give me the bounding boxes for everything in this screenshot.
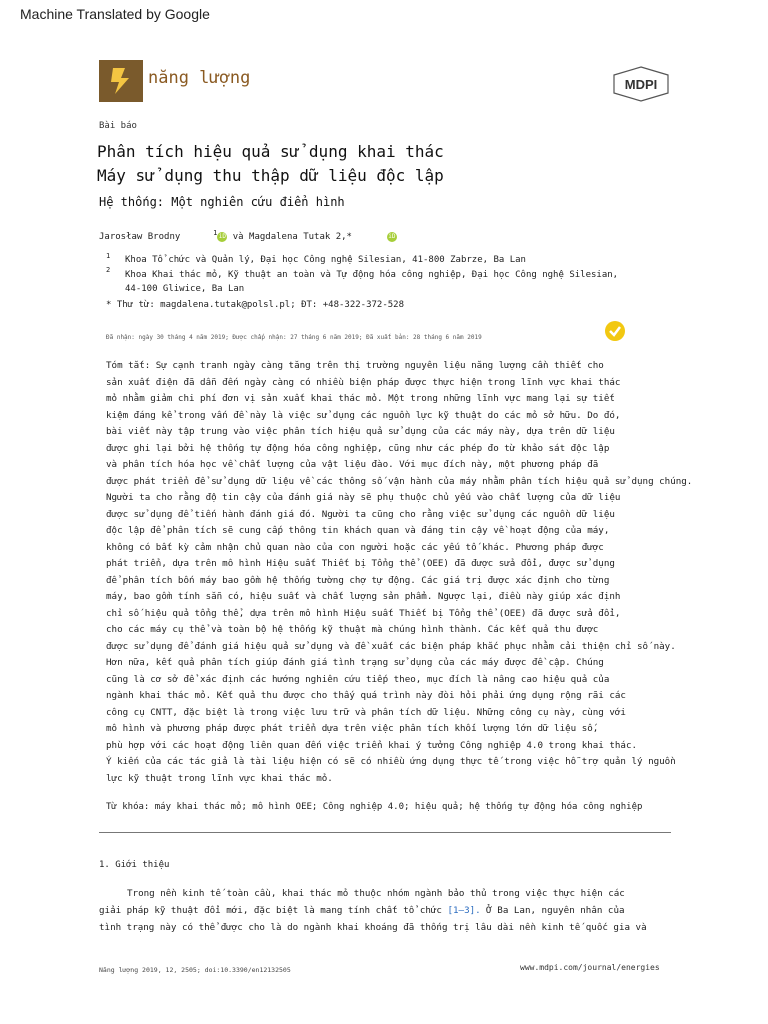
abstract-line: cho các máy cụ thể và toàn bộ hệ thống kỹ thuật mà chúng hình thành. Các kết quả thu được — [106, 624, 599, 635]
author-1: Jarosław Brodny — [99, 232, 181, 242]
abstract-line: ngành khai thác mỏ. Kết quả thu được cho thấy quá trình này đòi hỏi phải ứng dụng rộng rãi các — [106, 690, 626, 701]
abstract-line: Ý kiến của các tác giả là tài liệu hiện có sẽ có nhiều ứng dụng thực tế trong việc hỗ trợ quản lý nguồn — [106, 756, 676, 767]
abstract-line: không có bất kỳ cảm nhận chủ quan nào của con người hoặc các yếu tố khác. Phương pháp được — [106, 541, 604, 553]
affiliation-2: Khoa Khai thác mỏ, Kỹ thuật an toàn và Tự động hóa công nghiệp, Đại học Công nghệ Silesian, — [125, 270, 619, 280]
section-divider — [99, 832, 671, 833]
intro-line-2-rest: Ở Ba Lan, nguyên nhân của — [480, 905, 625, 916]
section-heading: 1. Giới thiệu — [99, 860, 170, 870]
citation-link[interactable]: [1–3]. — [447, 905, 481, 916]
abstract-line: được sử dụng để tiến hành đánh giá đó. Người ta cũng cho rằng việc sử dụng các nguồn dữ liệu — [106, 508, 615, 520]
mdpi-logo-text: MDPI — [624, 77, 658, 92]
journal-name: năng lượng — [148, 68, 251, 88]
author-2: và Magdalena Tutak 2,* — [232, 232, 352, 242]
lightning-bolt-icon — [99, 60, 143, 102]
machine-translation-banner: Machine Translated by Google — [20, 6, 210, 22]
abstract — [106, 358, 746, 787]
title-line-1: Phân tích hiệu quả sử dụng khai thác — [97, 142, 444, 161]
author-line — [99, 229, 397, 242]
abstract-line: phù hợp với các hoạt động liên quan đến việc triển khai ý tưởng Công nghiệp 4.0 trong khai thác. — [106, 739, 638, 751]
introduction — [99, 885, 647, 936]
mdpi-logo — [612, 66, 670, 102]
abstract-line: sản xuất điện đã dẫn đến ngày càng có nhiều biện pháp được thực hiện trong lĩnh vực khai thác — [106, 376, 621, 388]
title-line-3: Hệ thống: Một nghiên cứu điển hình — [99, 195, 345, 209]
abstract-line: Người ta cho rằng độ tin cậy của đánh giá này sẽ phụ thuộc chủ yếu vào chất lượng của dữ liệu — [106, 492, 621, 503]
intro-line-2-text: giải pháp kỹ thuật đổi mới, đặc biệt là mang tính chất tổ chức — [99, 905, 448, 916]
abstract-line: cũng là cơ sở để xác định các hướng nghiên cứu tiếp theo, mục đích là nâng cao hiệu quả của — [106, 673, 610, 685]
abstract-line: chỉ số hiệu quả tổng thể, dựa trên mô hình Hiệu suất Thiết bị Tổng thể (OEE) đã được sửa đổi, — [106, 607, 621, 619]
journal-logo-icon — [99, 60, 143, 102]
abstract-line: bài viết này tập trung vào việc phân tích hiệu quả sử dụng của các máy này, dựa trên dữ liệu — [106, 426, 615, 437]
abstract-line: được phát triển để sử dụng dữ liệu về các thông số vận hành của máy nhằm phân tích hiệu quả sử dụng chúng. — [106, 475, 693, 487]
abstract-line: phát triển, dựa trên mô hình Hiệu suất Thiết bị Tổng thể (OEE) đã được sửa đổi, được sử dụng — [106, 558, 615, 569]
intro-line-3: tình trạng này có thể được cho là do ngành khai khoáng đã thống trị lâu dài nền kinh tế quốc gia và — [99, 922, 647, 933]
abstract-line: công cụ CNTT, đặc biệt là trong việc lưu trữ và phân tích dữ liệu. Những công cụ này, cùng với — [106, 706, 626, 718]
author-1-affiliation: 1 — [213, 229, 218, 237]
abstract-line: máy, bao gồm tính sẵn có, hiệu suất và chất lượng sản phẩm. Ngược lại, điều này giúp xác định — [106, 591, 621, 602]
abstract-line: để phân tích bốn máy bao gồm hệ thống tường chợ tự động. Các giá trị được xác định cho từng — [106, 574, 610, 586]
abstract-line: kiệm đáng kể trong vấn đề này là việc sử dụng các nguồn lực kỹ thuật do các mỏ sở hữu. Do đó, — [106, 409, 621, 421]
title-line-2: Máy sử dụng thu thập dữ liệu độc lập — [97, 166, 444, 185]
abstract-line: mô hình và phương pháp được phát triển dựa trên việc phân tích khối lượng lớn dữ liệu số, — [106, 723, 599, 734]
intro-line-1: Trong nền kinh tế toàn cầu, khai thác mỏ thuộc nhóm ngành bảo thủ trong việc thực hiện các — [127, 888, 625, 899]
intro-line-2 — [99, 902, 647, 919]
abstract-line: mỏ nhằm giảm chi phí đơn vị sản xuất khai thác mỏ. Một trong những lĩnh vực mang lại sự tiết — [106, 393, 615, 404]
publication-dates: Đã nhận: ngày 30 tháng 4 năm 2019; Được chấp nhận: 27 tháng 6 năm 2019; Đã xuất bản: 28 tháng 6 năm 2019 — [106, 334, 482, 341]
abstract-line: Hơn nữa, kết quả phân tích giúp đánh giá tình trạng sử dụng của các máy được đề cập. Chúng — [106, 657, 604, 668]
footer-citation: Năng lượng 2019, 12, 2505; doi:10.3390/en12132505 — [99, 966, 291, 974]
abstract-line: và phân tích hóa học về chất lượng của vật liệu đào. Với mục đích này, một phương pháp đã — [106, 459, 599, 470]
correspondence: * Thư từ: magdalena.tutak@polsl.pl; ĐT: +48-322-372-528 — [106, 300, 405, 310]
affiliation-2-cont: 44-100 Gliwice, Ba Lan — [125, 284, 245, 294]
affiliation-1: Khoa Tổ chức và Quản lý, Đại học Công nghệ Silesian, 41-800 Zabrze, Ba Lan — [125, 255, 526, 265]
orcid-icon[interactable]: iD — [218, 233, 226, 240]
abstract-line: Tóm tắt: Sự cạnh tranh ngày càng tăng trên thị trường nguyên liệu năng lượng cần thiết cho — [106, 360, 604, 371]
keywords: Từ khóa: máy khai thác mỏ; mô hình OEE; Công nghiệp 4.0; hiệu quả; hệ thống tự động hóa công nghiệp — [106, 802, 643, 812]
footer-url[interactable]: www.mdpi.com/journal/energies — [520, 963, 660, 972]
affiliation-number: 2 — [106, 266, 111, 274]
article-type: Bài báo — [99, 121, 137, 131]
abstract-line: độc lập để phân tích sẽ cung cấp thông tin khách quan và đáng tin cậy về hoạt động của máy, — [106, 525, 610, 536]
check-for-updates-icon[interactable] — [604, 320, 626, 342]
abstract-line: được ghi lại bởi hệ thống tự động hóa công nghiệp, cũng như các phép đo từ khảo sát độc lập — [106, 442, 610, 454]
affiliation-number: 1 — [106, 252, 111, 260]
orcid-icon[interactable]: iD — [388, 233, 396, 240]
abstract-line: lực kỹ thuật trong lĩnh vực khai thác mỏ. — [106, 772, 333, 784]
abstract-line: được sử dụng để đánh giá hiệu quả sử dụng và đề xuất các biện pháp khắc phục nhằm cải thiện chỉ số này. — [106, 640, 676, 652]
